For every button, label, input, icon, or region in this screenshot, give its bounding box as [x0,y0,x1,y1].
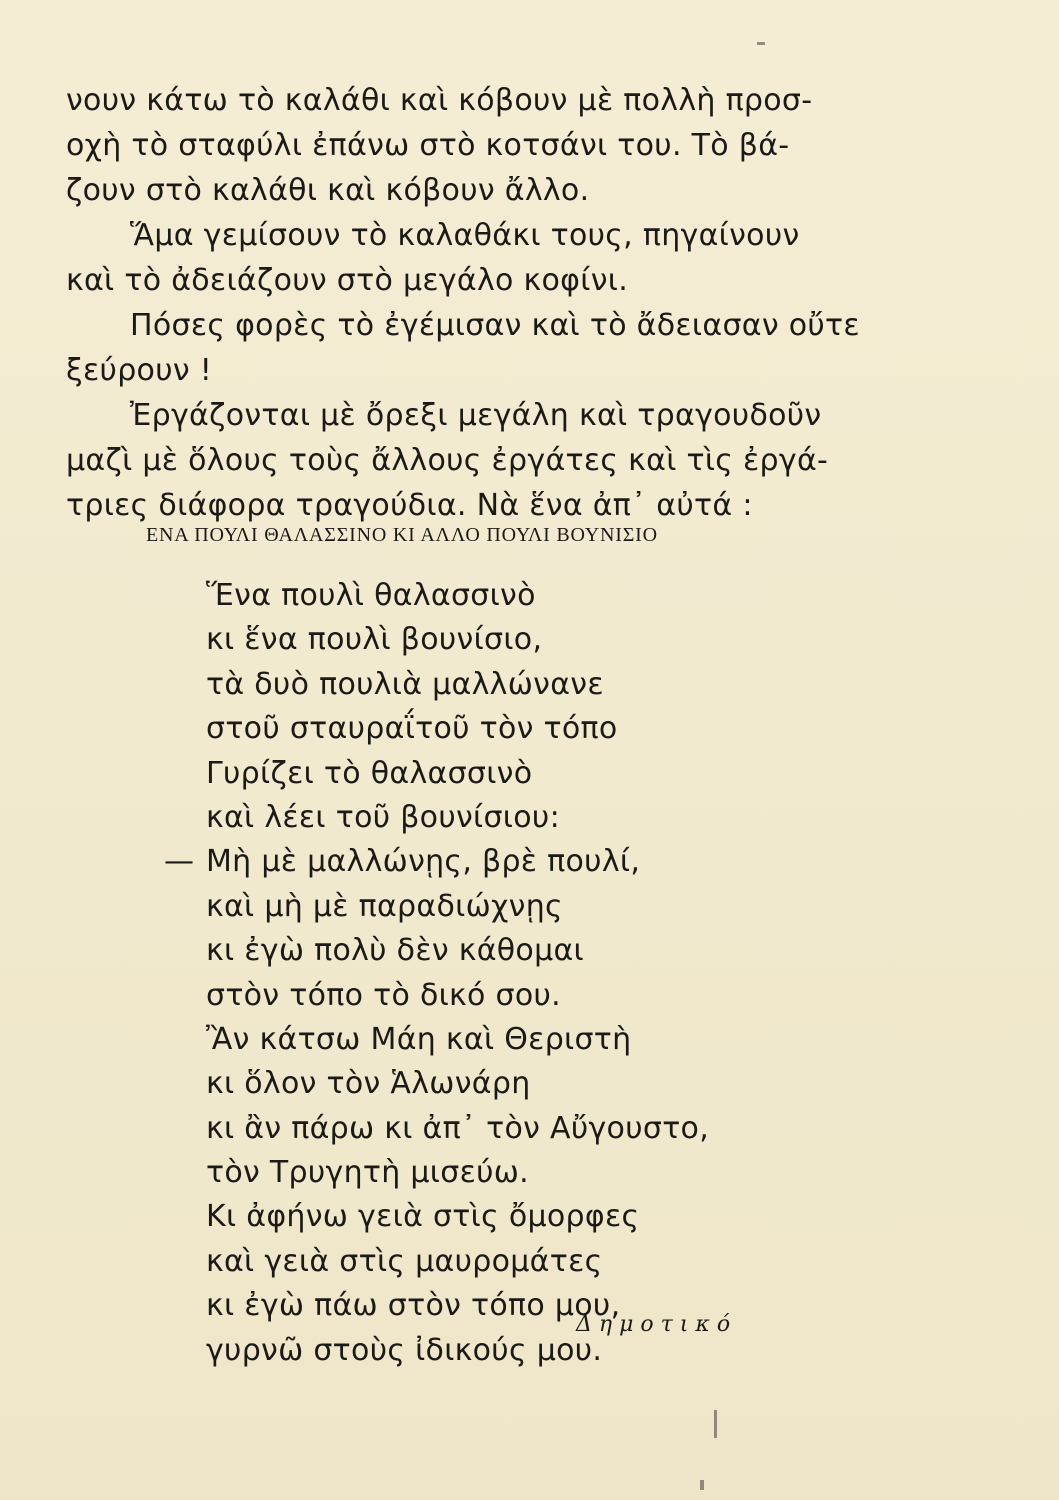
prose-paragraphs [66,78,916,528]
print-speck [714,1410,717,1438]
poem-line: στοῦ σταυραΐτοῦ τὸν τόπο [206,711,618,747]
print-speck [700,1480,704,1490]
poem-line: κι ἕνα πουλὶ βουνίσιο, [206,622,543,658]
poem-line: Μὴ μὲ μαλλώνῃς, βρὲ πουλί, [206,844,641,880]
poem-line: κι ἐγὼ πολὺ δὲν κάθομαι [206,933,585,969]
poem [164,574,710,1373]
print-speck [757,42,765,45]
poem-line-with-dash [164,840,709,884]
poem-line: στὸν τόπο τὸ δικό σου. [206,977,561,1013]
poem-line: τὸν Τρυγητὴ μισεύω. [206,1155,529,1191]
prose-line: ζουν στὸ καλάθι καὶ κόβουν ἄλλο. [66,173,590,208]
prose-line: Πόσες φορὲς τὸ ἐγέμισαν καὶ τὸ ἄδειασαν οὔτε [130,308,860,343]
poem-line: γυρνῶ στοὺς ἰδικούς μου. [206,1332,603,1368]
poem-attribution: Δημοτικό [576,1312,738,1337]
prose-line: τριες διάφορα τραγούδια. Νὰ ἕνα ἀπ᾿ αὐτά : [66,488,753,523]
poem-line: τὰ δυὸ πουλιὰ μαλλώνανε [206,666,604,702]
prose-line: Ἐργάζονται μὲ ὄρεξι μεγάλη καὶ τραγουδοῦν [130,398,822,433]
prose-line: νουν κάτω τὸ καλάθι καὶ κόβουν μὲ πολλὴ προσ- [66,83,813,118]
poem-line: κι ἂν πάρω κι ἀπ᾿ τὸν Αὔγουστο, [206,1110,710,1146]
poem-line: καὶ λέει τοῦ βουνίσιου: [206,799,560,835]
poem-line: Ἂν κάτσω Μάη καὶ Θεριστὴ [206,1021,632,1057]
poem-line: κι ἐγὼ πάω στὸν τόπο μου, [206,1288,621,1324]
poem-line: Γυρίζει τὸ θαλασσινὸ [206,755,533,791]
prose-line: οχὴ τὸ σταφύλι ἐπάνω στὸ κοτσάνι του. Τὸ βά- [66,128,790,163]
poem-line: Ἕνα πουλὶ θαλασσινὸ [206,578,536,613]
poem-line: κι ὅλον τὸν Ἁλωνάρη [206,1066,531,1102]
poem-line: Κι ἀφήνω γειὰ στὶς ὄμορφες [206,1199,640,1235]
song-title: ΕΝΑ ΠΟΥΛΙ ΘΑΛΑΣΣΙΝΟ ΚΙ ΑΛΛΟ ΠΟΥΛΙ ΒΟΥΝΙΣΙΟ [146,524,658,546]
prose-line: ξεύρουν ! [66,353,213,388]
dialogue-dash: — [164,844,195,880]
poem-line: καὶ γειὰ στὶς μαυρομάτες [206,1243,603,1279]
poem-line: καὶ μὴ μὲ παραδιώχνῃς [206,888,563,924]
prose-line: μαζὶ μὲ ὅλους τοὺς ἄλλους ἐργάτες καὶ τὶς ἐργά- [66,443,829,478]
prose-line: Ἅμα γεμίσουν τὸ καλαθάκι τους, πηγαίνουν [130,218,800,253]
prose-line: καὶ τὸ ἀδειάζουν στὸ μεγάλο κοφίνι. [66,263,629,298]
